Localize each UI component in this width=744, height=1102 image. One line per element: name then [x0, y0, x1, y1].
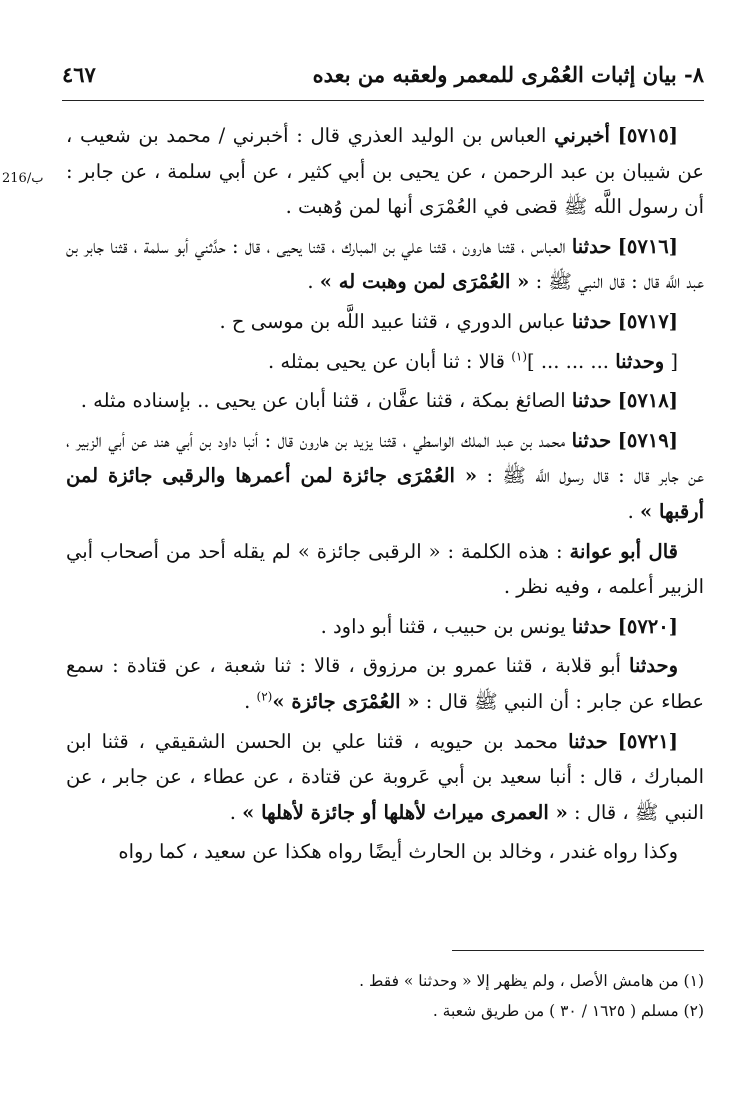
hadith-end: . [307, 270, 320, 294]
hadith-end: . [627, 499, 641, 523]
footnote-marker: (١) [511, 349, 528, 364]
footnotes [66, 966, 704, 1026]
narration-lead: حدثنا [571, 428, 612, 452]
narration-lead: حدثنا [571, 309, 612, 333]
hadith-text: الصائغ بمكة ، قثنا عفَّان ، قثنا أبان عن يحيى .. بإسناده مثله . [80, 389, 566, 413]
continuation-text: وكذا رواه غندر ، وخالد بن الحارث أيضًا رواه هكذا عن سعيد ، كما رواه [118, 840, 678, 864]
narration-lead: حدثنا [568, 729, 608, 753]
hadith-text: قالا : ثنا أبان عن يحيى بمثله . [267, 349, 512, 373]
page-header [62, 58, 704, 92]
header-divider [62, 100, 704, 101]
page-number: ٤٦٧ [62, 62, 96, 87]
hadith-5718 [66, 383, 704, 419]
hadith-5719 [66, 423, 704, 530]
hadith-number: [٥٧١٦] [617, 234, 679, 258]
continuation-paragraph [66, 834, 704, 870]
hadith-number: [٥٧٢١] [617, 729, 679, 753]
margin-folio-note: 216/ب [2, 171, 44, 186]
chapter-title: ٨- بيان إثبات العُمْرى للمعمر ولعقبه من بعده [312, 62, 704, 87]
hadith-quote: « العُمْرَى جائزة » [272, 689, 420, 713]
main-text [66, 118, 704, 874]
hadith-number: [٥٧١٩] [617, 428, 678, 452]
hadith-text: محمد بن حيويه ، قثنا علي بن الحسن الشقيقي ، قثنا ابن المبارك ، قال : أنبا سعيد بن أبي عَروبة عن قتادة ، عن عطاء ، عن جابر ، عن النبي ﷺ ، قال : [66, 729, 704, 824]
abu-awana-comment [66, 534, 704, 605]
narration-lead: حدثنا [571, 389, 612, 413]
narration-lead: حدثنا [571, 234, 612, 258]
footnote-1: (١) من هامش الأصل ، ولم يظهر إلا « وحدثنا » فقط . [359, 972, 704, 990]
hadith-text: يونس بن حبيب ، قثنا أبو داود . [320, 614, 566, 638]
hadith-5716 [66, 229, 704, 300]
hadith-5720-alt-chain [66, 648, 704, 719]
hadith-5717 [66, 304, 704, 340]
narration-lead: أخبرني [554, 124, 610, 147]
hadith-number: [٥٧٢٠] [617, 614, 678, 638]
footnote-marker: (٢) [256, 689, 273, 704]
hadith-5715 [66, 118, 704, 225]
comment-text: : هذه الكلمة : « الرقبى جائزة » لم يقله أحد من أصحاب أبي الزبير أعلمه ، وفيه نظر . [66, 539, 704, 599]
narration-lead: وحدثنا [629, 654, 679, 678]
lacuna: ... ... ... ] [527, 349, 616, 373]
hadith-text: العباس ، قثنا هارون ، قثنا علي بن المبارك ، قثنا يحيى ، قال : حدَّثني أبو سلمة ، قثنا جابر بن عبد اللَّه قال : قال النبي ﷺ : [66, 234, 704, 294]
hadith-end: . [244, 689, 257, 713]
hadith-number: [٥٧١٨] [617, 389, 678, 413]
hadith-number: [٥٧١٧] [617, 309, 678, 333]
hadith-5717-alt-chain [66, 344, 704, 380]
hadith-quote: « العُمْرَى لمن وهبت له » [319, 270, 530, 294]
hadith-text: أبو قلابة ، قثنا عمرو بن مرزوق ، قالا : ثنا شعبة ، عن قتادة : سمع عطاء عن جابر : أن النبي ﷺ قال : [66, 654, 704, 713]
hadith-text: العباس بن الوليد العذري قال : أخبرني / محمد بن شعيب ، عن شيبان بن عبد الرحمن ، عن يحيى بن أبي كثير ، عن أبي سلمة ، عن جابر : أن رسول اللَّه ﷺ قضى في العُمْرَى أنها لمن وُهبت . [66, 124, 704, 219]
hadith-quote: « العمرى ميراث لأهلها أو جائزة لأهلها » [242, 800, 568, 824]
footnote-2: (٢) مسلم ( ١٦٢٥ / ٣٠ ) من طريق شعبة . [432, 1002, 704, 1020]
hadith-5720 [66, 609, 704, 645]
narration-lead: وحدثنا [615, 349, 665, 373]
hadith-quote: « العُمْرَى جائزة لمن أعمرها والرقبى جائزة لمن أرقبها » [66, 464, 704, 523]
hadith-text: عباس الدوري ، قثنا عبيد اللَّه بن موسى ح . [219, 309, 566, 333]
hadith-end: . [229, 800, 243, 824]
narration-lead: حدثنا [571, 614, 612, 638]
bracket-open: [ [670, 349, 678, 373]
hadith-text: محمد بن عبد الملك الواسطي ، قثنا يزيد بن هارون قال : أنبا داود بن أبي هند عن أبي الزبير ، عن جابر قال : قال رسول اللَّه ﷺ : [66, 428, 704, 488]
narration-lead: قال أبو عوانة [569, 539, 678, 563]
hadith-number: [٥٧١٥] [617, 124, 678, 147]
footnote-divider [452, 950, 704, 951]
hadith-5721 [66, 724, 704, 831]
